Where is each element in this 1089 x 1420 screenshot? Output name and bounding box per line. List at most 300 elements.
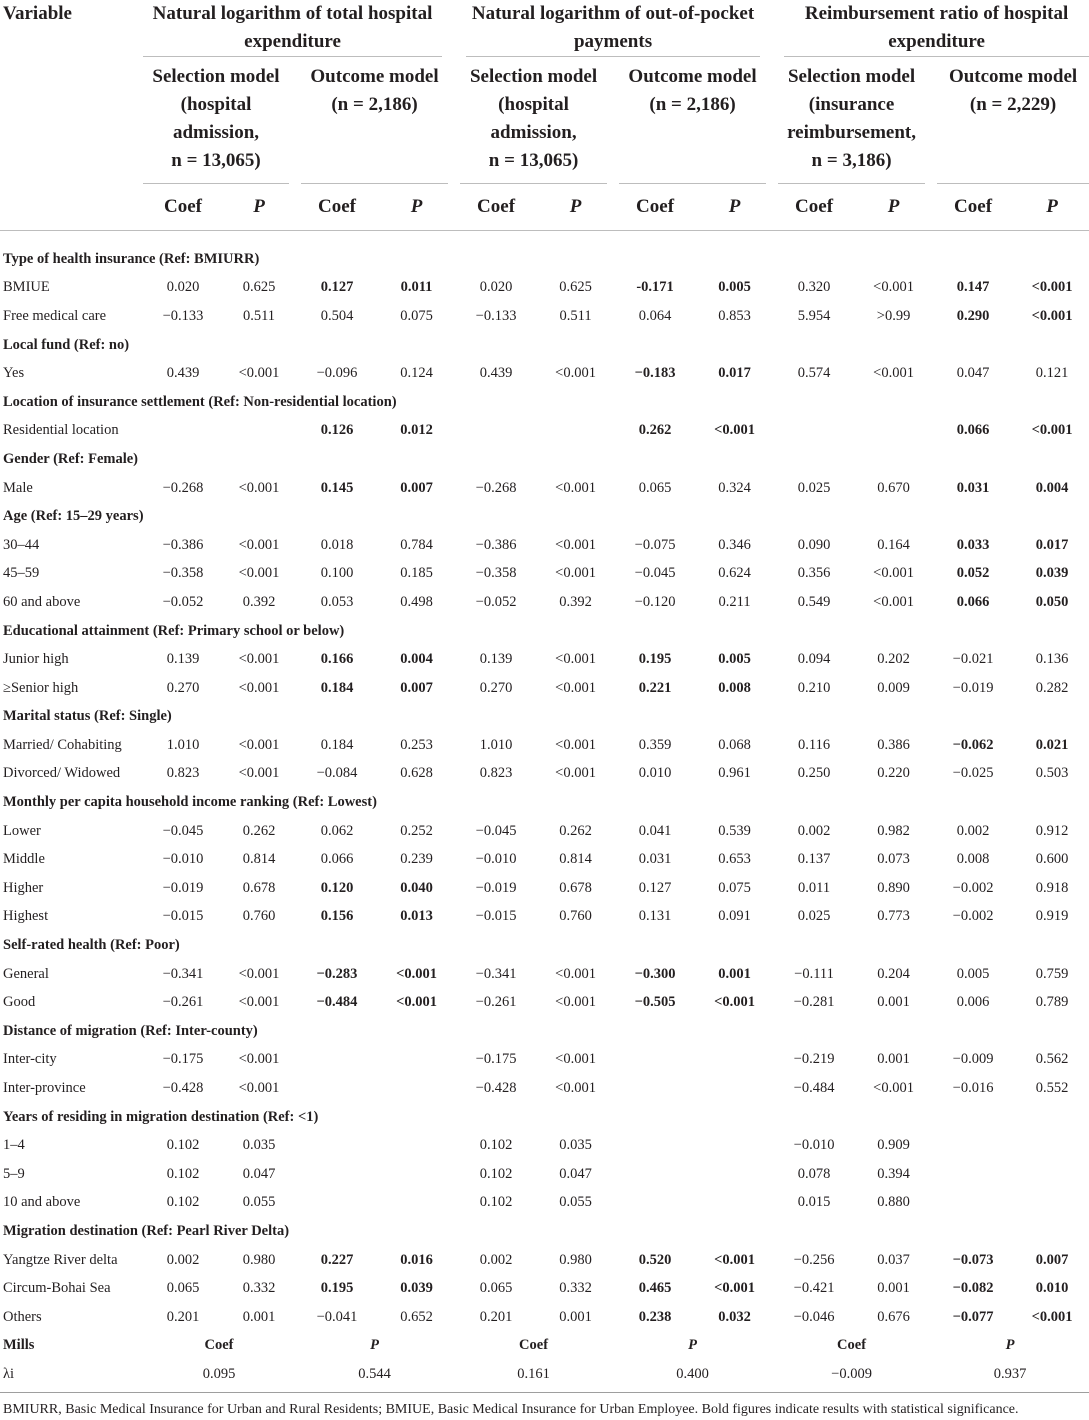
p-cell — [856, 417, 931, 446]
coef-cell: −0.016 — [952, 1080, 994, 1097]
p-cell: 0.332 — [559, 1280, 592, 1297]
model-header-n: n = 3,186) — [811, 150, 892, 171]
p-cell: <0.001 — [714, 1251, 755, 1268]
mills-coef-header: Coef — [837, 1337, 867, 1354]
p-cell — [697, 1131, 772, 1160]
coef-cell: −0.010 — [793, 1137, 835, 1154]
coef-cell — [613, 1160, 697, 1189]
table-row — [0, 1046, 1089, 1075]
p-cell: 0.912 — [1035, 822, 1069, 839]
coef-cell: 0.520 — [638, 1251, 672, 1268]
coef-cell: −0.261 — [475, 994, 517, 1011]
coef-cell: −0.096 — [316, 365, 358, 382]
coef-cell: 0.574 — [797, 365, 831, 382]
coef-cell: 0.147 — [956, 279, 990, 296]
table-row — [0, 1131, 1089, 1160]
table-row — [0, 588, 1089, 617]
coef-cell: 0.025 — [797, 479, 831, 496]
coef-cell: 0.139 — [479, 651, 513, 668]
p-cell: 0.392 — [242, 593, 276, 610]
coef-cell: 0.195 — [320, 1280, 354, 1297]
row-label: Circum-Bohai Sea — [3, 1280, 111, 1297]
p-cell: <0.001 — [238, 679, 280, 696]
section-row — [0, 1217, 1089, 1246]
row-label: Male — [3, 479, 33, 496]
coef-cell: −0.183 — [634, 365, 676, 382]
coef-cell: 0.356 — [797, 565, 831, 582]
model-header-n: n = 13,065) — [488, 150, 579, 171]
section-row — [0, 445, 1089, 474]
coef-cell: −0.111 — [794, 965, 834, 982]
p-cell: 0.552 — [1035, 1080, 1069, 1097]
p-cell: 0.124 — [400, 365, 433, 382]
row-label: 45–59 — [3, 565, 40, 582]
p-cell: 0.676 — [877, 1308, 910, 1325]
model-header — [143, 57, 295, 184]
mills-p-header: P — [370, 1337, 379, 1354]
p-cell: <0.001 — [555, 679, 596, 696]
group-header-text: Natural logarithm of total hospital expenditure — [143, 0, 442, 57]
p-cell: 0.068 — [718, 736, 751, 753]
coef-cell: 0.010 — [638, 765, 672, 782]
table-row — [0, 1303, 1089, 1332]
table-row — [0, 845, 1089, 874]
p-header: P — [1046, 196, 1058, 217]
p-cell: 0.498 — [400, 593, 433, 610]
coef-cell — [454, 417, 538, 446]
p-cell: 0.773 — [877, 908, 910, 925]
coef-cell: −0.283 — [316, 965, 358, 982]
section-label: Type of health insurance (Ref: BMIURR) — [3, 250, 260, 267]
coef-cell: 0.033 — [956, 536, 990, 553]
lambda-value: 0.400 — [676, 1365, 709, 1382]
model-header-n: (n = 2,186) — [331, 94, 418, 115]
p-cell — [697, 1160, 772, 1189]
p-cell — [1015, 1189, 1089, 1218]
section-label: Local fund (Ref: no) — [3, 336, 130, 353]
row-label: 30–44 — [3, 536, 40, 553]
model-header — [613, 57, 772, 184]
p-cell: 0.091 — [718, 908, 751, 925]
p-cell: <0.001 — [238, 965, 280, 982]
coef-cell — [613, 1131, 697, 1160]
table-row — [0, 874, 1089, 903]
p-cell: 0.035 — [242, 1137, 276, 1154]
section-label: Migration destination (Ref: Pearl River Delta) — [3, 1222, 290, 1239]
coef-cell — [931, 1189, 1015, 1218]
coef-cell: 1.010 — [479, 736, 513, 753]
section-label: Gender (Ref: Female) — [3, 450, 139, 467]
coef-cell: −0.268 — [475, 479, 517, 496]
coef-cell: 0.102 — [166, 1194, 200, 1211]
p-cell — [697, 1189, 772, 1218]
coef-cell: 0.823 — [479, 765, 513, 782]
coef-cell: −0.045 — [475, 822, 517, 839]
p-cell: <0.001 — [238, 536, 280, 553]
model-header-title: Outcome model — [948, 66, 1078, 87]
p-cell: 0.075 — [400, 307, 433, 324]
section-row — [0, 617, 1089, 646]
coef-cell — [931, 1160, 1015, 1189]
mills-label: Mills — [3, 1337, 35, 1354]
coef-cell: −0.015 — [475, 908, 517, 925]
p-cell: 0.760 — [559, 908, 592, 925]
model-header-title: Selection model (hospital admission, — [469, 66, 598, 143]
row-label: Inter-city — [3, 1051, 57, 1068]
coef-cell: −0.175 — [475, 1051, 517, 1068]
table-row — [0, 645, 1089, 674]
coef-cell: 0.116 — [798, 736, 831, 753]
section-row — [0, 931, 1089, 960]
p-cell — [1015, 1160, 1089, 1189]
coef-cell: −0.045 — [162, 822, 204, 839]
coef-cell: 0.250 — [797, 765, 831, 782]
p-cell: 0.332 — [242, 1280, 276, 1297]
coef-cell: 0.006 — [956, 994, 990, 1011]
p-cell: 0.759 — [1035, 965, 1069, 982]
p-cell: >0.99 — [876, 307, 911, 324]
coef-cell: 0.102 — [166, 1165, 200, 1182]
section-label: Distance of migration (Ref: Inter-county) — [3, 1022, 258, 1039]
row-label: 1–4 — [3, 1137, 25, 1154]
group-header-reimbursement — [772, 0, 1089, 57]
coef-p-header-row — [0, 184, 1089, 231]
row-label: Inter-province — [3, 1080, 86, 1097]
coef-cell: −0.052 — [475, 593, 517, 610]
row-label: Highest — [3, 908, 49, 925]
model-header — [454, 57, 613, 184]
coef-cell: −0.077 — [952, 1308, 994, 1325]
section-label: Self-rated health (Ref: Poor) — [3, 937, 180, 954]
coef-header: Coef — [164, 196, 202, 217]
p-cell — [1015, 1131, 1089, 1160]
p-cell: <0.001 — [238, 365, 280, 382]
coef-cell: 0.221 — [638, 679, 672, 696]
p-header: P — [569, 196, 582, 217]
coef-cell: −0.002 — [952, 879, 994, 896]
coef-cell: 0.145 — [320, 479, 354, 496]
p-cell: 0.032 — [718, 1308, 751, 1325]
coef-cell: −0.120 — [634, 593, 676, 610]
coef-cell: 0.201 — [166, 1308, 200, 1325]
coef-cell: 0.137 — [797, 851, 831, 868]
p-cell: 0.021 — [1035, 736, 1069, 753]
group-header-text: Natural logarithm of out-of-pocket payments — [466, 0, 760, 57]
p-cell: 0.009 — [877, 679, 910, 696]
model-header-title: Selection model (hospital admission, — [152, 66, 280, 143]
model-header-n: (n = 2,186) — [649, 94, 736, 115]
table-row — [0, 674, 1089, 703]
p-cell: <0.001 — [873, 565, 914, 582]
p-cell: <0.001 — [555, 994, 596, 1011]
p-cell: 0.039 — [400, 1280, 433, 1297]
p-cell: 0.008 — [718, 679, 751, 696]
p-cell: 0.814 — [242, 851, 276, 868]
p-cell: 0.814 — [559, 851, 592, 868]
coef-cell: −0.062 — [952, 736, 994, 753]
p-cell: 0.211 — [718, 593, 751, 610]
coef-cell: 0.156 — [320, 908, 354, 925]
row-label: Middle — [3, 851, 45, 868]
p-cell: 0.789 — [1035, 994, 1069, 1011]
coef-cell: −0.133 — [162, 307, 204, 324]
p-cell: 0.011 — [400, 279, 433, 296]
p-cell: 0.346 — [718, 536, 751, 553]
p-cell: 0.017 — [718, 365, 751, 382]
coef-header: Coef — [795, 196, 834, 217]
model-header — [295, 57, 454, 184]
coef-cell: 0.139 — [166, 651, 200, 668]
coef-cell: −0.421 — [793, 1280, 835, 1297]
p-cell: 0.670 — [877, 479, 910, 496]
p-cell: 0.001 — [718, 965, 751, 982]
coef-cell — [613, 1074, 697, 1103]
p-cell: 0.625 — [242, 279, 276, 296]
p-cell — [538, 417, 613, 446]
coef-cell — [295, 1074, 379, 1103]
p-cell — [697, 1074, 772, 1103]
coef-cell: −0.075 — [634, 536, 676, 553]
p-cell: 0.013 — [400, 908, 433, 925]
coef-cell: −0.133 — [475, 307, 517, 324]
coef-cell: −0.025 — [952, 765, 994, 782]
row-label: Lower — [3, 822, 41, 839]
coef-cell: −0.358 — [475, 565, 517, 582]
row-label: Good — [3, 994, 36, 1011]
coef-cell: −0.358 — [162, 565, 204, 582]
p-cell: 0.980 — [559, 1251, 592, 1268]
p-cell: 0.185 — [400, 565, 433, 582]
section-row — [0, 245, 1089, 274]
coef-cell: −0.041 — [316, 1308, 358, 1325]
coef-cell: 0.041 — [638, 822, 672, 839]
p-cell: <0.001 — [396, 994, 437, 1011]
p-cell: 0.055 — [559, 1194, 592, 1211]
coef-cell — [295, 1131, 379, 1160]
model-header-n: (n = 2,229) — [969, 94, 1057, 115]
coef-cell: −0.261 — [162, 994, 204, 1011]
table-row — [0, 760, 1089, 789]
coef-cell: −0.019 — [162, 879, 204, 896]
p-cell: <0.001 — [555, 565, 596, 582]
coef-cell: 1.010 — [166, 736, 200, 753]
coef-cell: 0.018 — [320, 536, 354, 553]
coef-cell: 0.020 — [479, 279, 513, 296]
p-cell: 0.037 — [877, 1251, 910, 1268]
variable-header: Variable — [3, 3, 72, 24]
p-cell: 0.001 — [877, 1280, 910, 1297]
coef-cell: 0.465 — [638, 1280, 672, 1297]
table-row — [0, 960, 1089, 989]
coef-cell: −0.386 — [162, 536, 204, 553]
group-header-out-of-pocket — [454, 0, 772, 57]
coef-cell — [295, 1160, 379, 1189]
row-label: Free medical care — [3, 307, 107, 324]
section-row — [0, 1103, 1089, 1132]
coef-cell: 0.002 — [166, 1251, 200, 1268]
table-row — [0, 1274, 1089, 1303]
coef-cell — [931, 1131, 1015, 1160]
group-header-text: Reimbursement ratio of hospital expenditure — [784, 0, 1089, 57]
coef-cell: 0.210 — [797, 679, 831, 696]
table-row — [0, 302, 1089, 331]
coef-cell: 0.062 — [320, 822, 354, 839]
coef-cell: 0.002 — [956, 822, 990, 839]
model-header-title: Outcome model — [628, 66, 757, 87]
coef-cell: 0.270 — [166, 679, 200, 696]
p-cell: 0.392 — [559, 593, 592, 610]
table-row — [0, 1246, 1089, 1275]
p-cell: 0.853 — [718, 307, 751, 324]
p-cell: <0.001 — [238, 736, 280, 753]
p-cell: 0.511 — [559, 307, 592, 324]
coef-cell: 0.823 — [166, 765, 200, 782]
p-cell: 0.202 — [877, 651, 910, 668]
coef-cell: 0.195 — [638, 651, 672, 668]
section-label: Years of residing in migration destination (Ref: <1) — [3, 1108, 319, 1125]
coef-cell: 0.090 — [797, 536, 831, 553]
coef-cell: −0.175 — [162, 1051, 204, 1068]
coef-cell: −0.341 — [475, 965, 517, 982]
p-cell: <0.001 — [873, 365, 914, 382]
p-cell: 0.961 — [718, 765, 751, 782]
coef-cell: 0.031 — [638, 851, 672, 868]
p-cell: 0.503 — [1035, 765, 1069, 782]
p-cell: 0.204 — [877, 965, 910, 982]
p-cell: <0.001 — [555, 1080, 596, 1097]
coef-cell — [772, 417, 856, 446]
coef-cell: −0.281 — [793, 994, 835, 1011]
coef-cell: −0.052 — [162, 593, 204, 610]
model-header-title: Selection model (insurance reimbursement, — [787, 66, 917, 143]
p-cell: 0.386 — [877, 736, 910, 753]
mills-p-header: P — [1005, 1337, 1015, 1354]
p-cell: <0.001 — [238, 765, 280, 782]
coef-cell: 0.031 — [956, 479, 990, 496]
mills-coef-header: Coef — [204, 1337, 234, 1354]
table-row — [0, 731, 1089, 760]
section-label: Location of insurance settlement (Ref: Non-residential location) — [3, 393, 397, 410]
coef-cell: 0.002 — [797, 822, 831, 839]
row-label: 10 and above — [3, 1194, 81, 1211]
group-header-total-expenditure — [143, 0, 454, 57]
coef-cell: 0.002 — [479, 1251, 513, 1268]
coef-cell: −0.428 — [162, 1080, 204, 1097]
row-label: BMIUE — [3, 279, 50, 296]
p-cell: 0.220 — [877, 765, 910, 782]
p-cell: 0.262 — [559, 822, 592, 839]
coef-cell: −0.484 — [316, 994, 358, 1011]
coef-cell: −0.484 — [793, 1080, 835, 1097]
p-cell: <0.001 — [555, 651, 596, 668]
p-cell: 0.628 — [400, 765, 433, 782]
section-label: Educational attainment (Ref: Primary school or below) — [3, 622, 345, 639]
p-cell: 0.039 — [1035, 565, 1069, 582]
section-row — [0, 331, 1089, 360]
coef-cell: −0.386 — [475, 536, 517, 553]
p-cell: 0.136 — [1035, 651, 1069, 668]
coef-cell: −0.505 — [634, 994, 676, 1011]
coef-cell: 0.065 — [479, 1280, 513, 1297]
p-cell — [379, 1160, 454, 1189]
coef-cell: 5.954 — [797, 307, 831, 324]
table-row — [0, 903, 1089, 932]
coef-cell: −0.015 — [162, 908, 204, 925]
coef-cell: −0.045 — [634, 565, 676, 582]
p-cell: 0.073 — [877, 851, 910, 868]
p-cell: 0.919 — [1035, 908, 1069, 925]
coef-cell: 0.052 — [956, 565, 990, 582]
coef-cell: -0.171 — [636, 279, 674, 296]
section-label: Monthly per capita household income ranking (Ref: Lowest) — [3, 794, 377, 811]
row-label: ≥Senior high — [3, 679, 79, 696]
coef-cell: −0.010 — [162, 851, 204, 868]
coef-cell: 0.504 — [320, 307, 354, 324]
coef-cell: 0.064 — [638, 307, 672, 324]
coef-cell: −0.428 — [475, 1080, 517, 1097]
p-cell: 0.017 — [1035, 536, 1069, 553]
coef-cell: 0.066 — [320, 851, 354, 868]
p-cell: 0.394 — [877, 1165, 910, 1182]
p-cell: 0.047 — [559, 1165, 592, 1182]
p-cell: 0.511 — [242, 307, 276, 324]
coef-header: Coef — [636, 196, 675, 217]
p-cell: 0.982 — [877, 822, 910, 839]
table-row — [0, 274, 1089, 303]
p-cell: 0.001 — [877, 994, 910, 1011]
p-cell: 0.600 — [1035, 851, 1069, 868]
row-label: General — [3, 965, 49, 982]
p-cell: 0.001 — [242, 1308, 276, 1325]
p-header: P — [728, 196, 741, 217]
p-cell: <0.001 — [1031, 422, 1073, 439]
row-label: Higher — [3, 879, 44, 896]
coef-cell: −0.084 — [316, 765, 358, 782]
coef-cell: 0.065 — [166, 1280, 200, 1297]
coef-cell: 0.270 — [479, 679, 513, 696]
coef-cell: 0.359 — [638, 736, 672, 753]
table-row — [0, 1074, 1089, 1103]
table-row — [0, 817, 1089, 846]
p-cell: 0.121 — [1035, 365, 1069, 382]
p-cell: 0.040 — [400, 879, 433, 896]
coef-cell: 0.047 — [956, 365, 990, 382]
p-cell: 0.980 — [242, 1251, 276, 1268]
p-cell — [379, 1074, 454, 1103]
coef-cell: 0.127 — [320, 279, 354, 296]
p-cell: <0.001 — [555, 736, 596, 753]
coef-cell: 0.166 — [320, 651, 354, 668]
p-cell: 0.652 — [400, 1308, 433, 1325]
model-header — [931, 57, 1089, 184]
coef-cell: 0.320 — [797, 279, 831, 296]
coef-cell: 0.201 — [479, 1308, 513, 1325]
p-cell: <0.001 — [238, 994, 280, 1011]
p-cell: 0.012 — [400, 422, 433, 439]
lambda-value: −0.009 — [831, 1365, 872, 1382]
mills-coef-header: Coef — [519, 1337, 549, 1354]
p-cell: <0.001 — [873, 279, 914, 296]
table-header — [0, 0, 1089, 245]
p-cell: 0.007 — [400, 479, 433, 496]
p-cell — [379, 1189, 454, 1218]
p-cell: 0.909 — [877, 1137, 910, 1154]
p-cell: <0.001 — [714, 1280, 755, 1297]
coef-cell: −0.046 — [793, 1308, 835, 1325]
coef-cell: 0.262 — [638, 422, 672, 439]
coef-cell — [295, 1189, 379, 1218]
p-cell: <0.001 — [714, 422, 755, 439]
